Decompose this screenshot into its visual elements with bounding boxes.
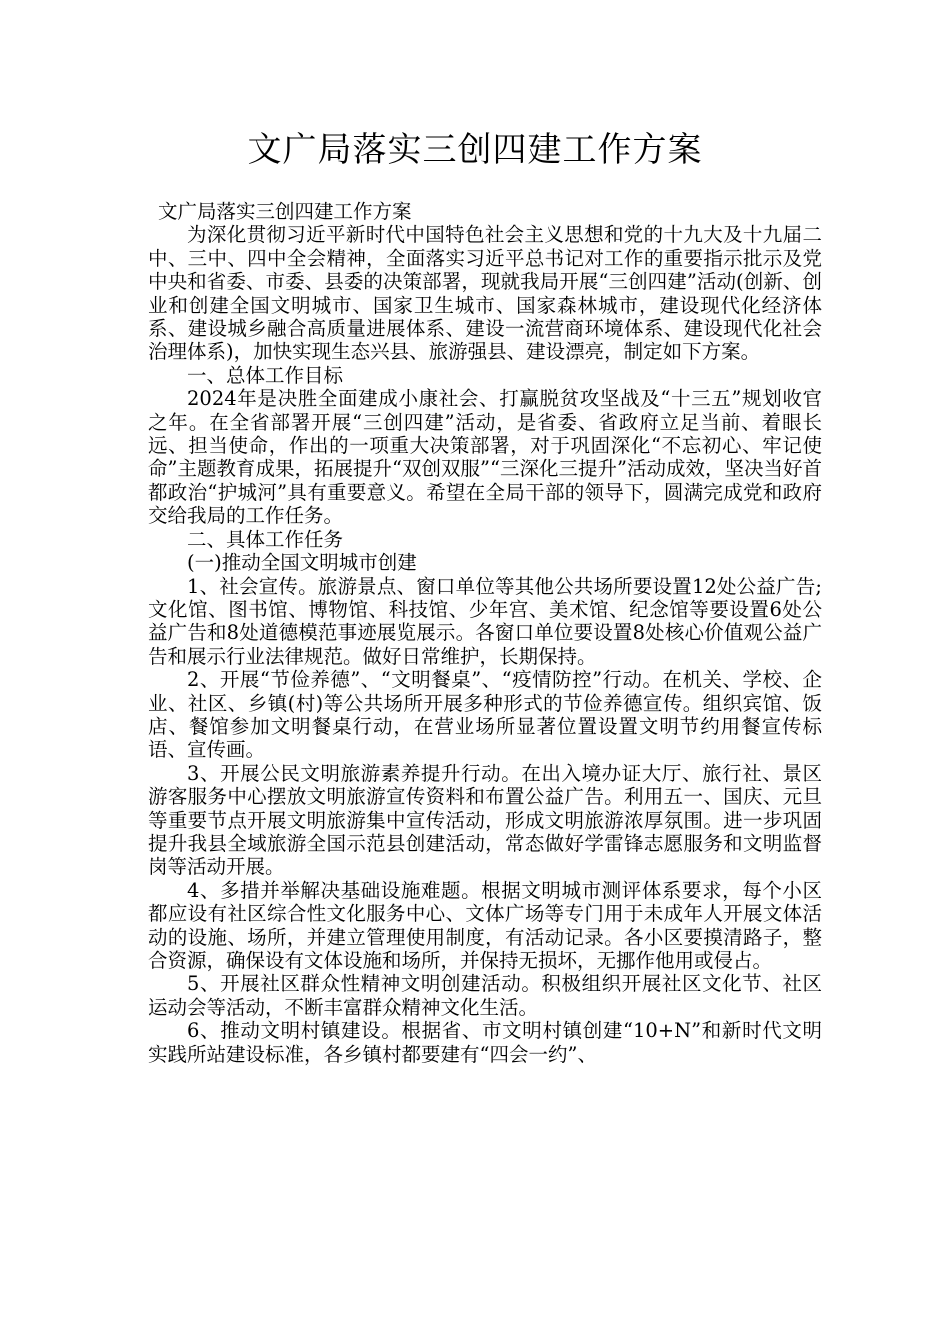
paragraph-task-3: 3、开展公民文明旅游素养提升行动。在出入境办证大厅、旅行社、景区游客服务中心摆放文明旅游宣传资料和布置公益广告。利用五一、国庆、元旦等重要节点开展文明旅游集中宣传活动，形成文明旅游浓厚氛围。进一步巩固提升我县全域旅游全国示范县创建活动，常态做好学雷锋志愿服务和文明监督岗等活动开展。	[148, 761, 822, 879]
paragraph-task-2: 2、开展“节俭养德”、“文明餐桌”、“疫情防控”行动。在机关、学校、企业、社区、乡镇(村)等公共场所开展多种形式的节俭养德宣传。组织宾馆、饭店、餐馆参加文明餐桌行动，在营业场所显著位置设置文明节约用餐宣传标语、宣传画。	[148, 668, 822, 762]
subsection-heading-civilized-city: (一)推动全国文明城市创建	[187, 551, 417, 575]
paragraph-overall-goal: 2024年是决胜全面建成小康社会、打赢脱贫攻坚战及“十三五”规划收官之年。在全省部署开展“三创四建”活动，是省委、省政府立足当前、着眼长远、担当使命，作出的一项重大决策部署，对于巩固深化“不忘初心、牢记使命”主题教育成果，拓展提升“双创双服”“三深化三提升”活动成效，坚决当好首都政治“护城河”具有重要意义。希望在全局干部的领导下，圆满完成党和政府交给我局的工作任务。	[148, 387, 822, 528]
paragraph-task-5: 5、开展社区群众性精神文明创建活动。积极组织开展社区文化节、社区运动会等活动，不断丰富群众精神文化生活。	[148, 972, 822, 1019]
document-title: 文广局落实三创四建工作方案	[247, 130, 703, 170]
document-body	[148, 200, 822, 1066]
document-subtitle: 文广局落实三创四建工作方案	[158, 200, 412, 223]
section-heading-overall-goal: 一、总体工作目标	[187, 363, 344, 387]
section-heading-specific-tasks: 二、具体工作任务	[187, 527, 344, 551]
paragraph-task-6: 6、推动文明村镇建设。根据省、市文明村镇创建“10+N”和新时代文明实践所站建设标准，各乡镇村都要建有“四会一约”、	[148, 1019, 822, 1066]
paragraph-intro: 为深化贯彻习近平新时代中国特色社会主义思想和党的十九大及十九届二中、三中、四中全会精神，全面落实习近平总书记对工作的重要指示批示及党中央和省委、市委、县委的决策部署，现就我局开展“三创四建”活动(创新、创业和创建全国文明城市、国家卫生城市、国家森林城市，建设现代化经济体系、建设城乡融合高质量进展体系、建设一流营商环境体系、建设现代化社会治理体系)，加快实现生态兴县、旅游强县、建设漂亮，制定如下方案。	[148, 223, 822, 364]
paragraph-task-1: 1、社会宣传。旅游景点、窗口单位等其他公共场所要设置12处公益广告;文化馆、图书馆、博物馆、科技馆、少年宫、美术馆、纪念馆等要设置6处公益广告和8处道德模范事迹展览展示。各窗口单位要设置8处核心价值观公益广告和展示行业法律规范。做好日常维护，长期保持。	[148, 574, 822, 668]
paragraph-task-4: 4、多措并举解决基础设施难题。根据文明城市测评体系要求，每个小区都应设有社区综合性文化服务中心、文体广场等专门用于未成年人开展文体活动的设施、场所，并建立管理使用制度，有活动记录。各小区要摸清路子，整合资源，确保设有文体设施和场所，并保持无损坏，无挪作他用或侵占。	[148, 878, 822, 972]
